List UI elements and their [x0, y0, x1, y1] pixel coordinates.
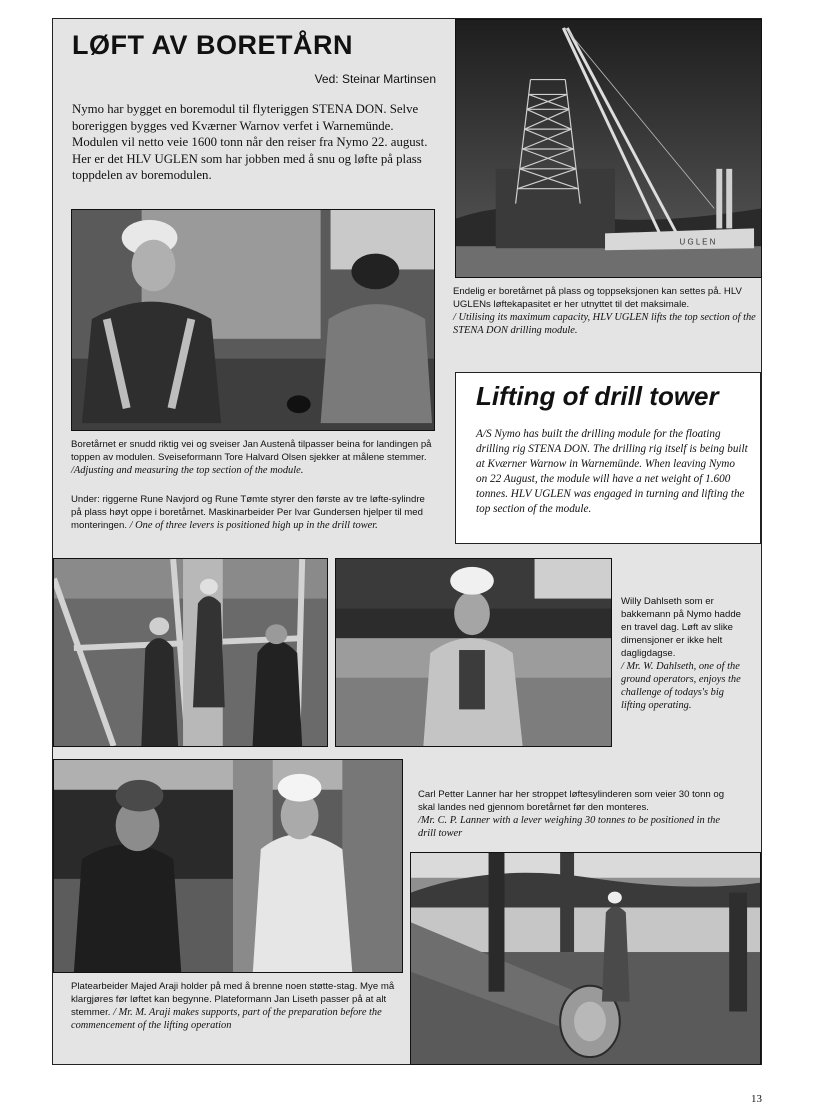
page-number: 13 — [751, 1093, 762, 1105]
dahlseth-caption-no: Willy Dahlseth som er bakkemann på Nymo hadde en travel dag. Løft av slike dimensjoner er ikke helt dagligdagse. — [621, 596, 741, 659]
lanner-caption — [418, 788, 736, 840]
welders-caption-en: /Adjusting and measuring the top section of the module. — [71, 465, 304, 476]
crane-caption-no: Endelig er boretårnet på plass og toppseksjonen kan settes på. HLV UGLENs løftekapasitet er her utnyttet til det maksimale. — [453, 286, 742, 310]
intro-paragraph: Nymo har bygget en boremodul til flyteriggen STENA DON. Selve boreriggen bygges ved Kværner Warnov verfet i Warnemünde. Modulen vil netto veie 1600 tonn når den reiser fra Nymo 22. august. Her er det HLV UGLEN som har jobben med å snu og løfte på plass toppdelen av boremodulen. — [72, 102, 428, 183]
crane-caption-en: / Utilising its maximum capacity, HLV UGLEN lifts the top section of the STENA DON drilling module. — [453, 312, 756, 336]
article-title: LØFT AV BORETÅRN — [72, 30, 353, 60]
dahlseth-caption-en: / Mr. W. Dahlseth, one of the ground operators, enjoys the challenge of todays's big lifting operating. — [621, 661, 741, 711]
araji-photo — [53, 759, 403, 973]
dahlseth-caption — [621, 595, 745, 712]
vessel-hull-text: U G L E N — [679, 237, 716, 247]
byline: Ved: Steinar Martinsen — [314, 72, 436, 86]
english-title: Lifting of drill tower — [476, 381, 719, 411]
english-body: A/S Nymo has built the drilling module for the floating drilling rig STENA DON. The drilling rig itself is being built at Kværner Warnow in Warnemünde. When leaving Nymo on 22 August, the module will have a net weight of 1.600 tonnes. HLV UGLEN was engaged in turning and lifting the top section of the module. — [476, 428, 748, 516]
lanner-caption-en: /Mr. C. P. Lanner with a lever weighing 30 tonnes to be positioned in the drill tower — [418, 815, 720, 839]
english-summary-box — [455, 372, 761, 544]
araji-caption-en: / Mr. M. Araji makes supports, part of the preparation before the commencement of the lifting operation — [71, 1007, 382, 1031]
araji-caption — [71, 980, 401, 1032]
welders-photo — [71, 209, 435, 431]
welders-caption-no: Boretårnet er snudd riktig vei og sveiser Jan Austenå tilpasser beina for landingen på toppen av modulen. Sveiseformann Tore Halvard Olsen sjekker at målene stemmer. — [71, 439, 432, 463]
riggers-caption — [71, 493, 437, 532]
crane-lift-photo — [455, 19, 762, 278]
welders-caption — [71, 438, 437, 477]
crane-caption — [453, 285, 758, 337]
lanner-photo — [410, 852, 761, 1065]
dahlseth-photo — [335, 558, 612, 747]
riggers-caption-no: Under: riggerne Rune Navjord og Rune Tømte styrer den første av tre løfte-sylindre på plass høyt oppe i boretårnet. Maskinarbeider Per Ivar Gundersen hjelper til med monteringen. — [71, 494, 425, 531]
riggers-photo — [53, 558, 328, 747]
lanner-caption-no: Carl Petter Lanner har her stroppet løftesylinderen som veier 30 tonn og skal landes ned gjennom boretårnet før den monteres. — [418, 789, 725, 813]
riggers-caption-en: / One of three levers is positioned high up in the drill tower. — [129, 520, 378, 531]
araji-caption-no: Platearbeider Majed Araji holder på med å brenne noen støtte-stag. Mye må klargjøres før løftet kan begynne. Plateformann Jan Liseth passer på at alt stemmer. — [71, 981, 395, 1018]
